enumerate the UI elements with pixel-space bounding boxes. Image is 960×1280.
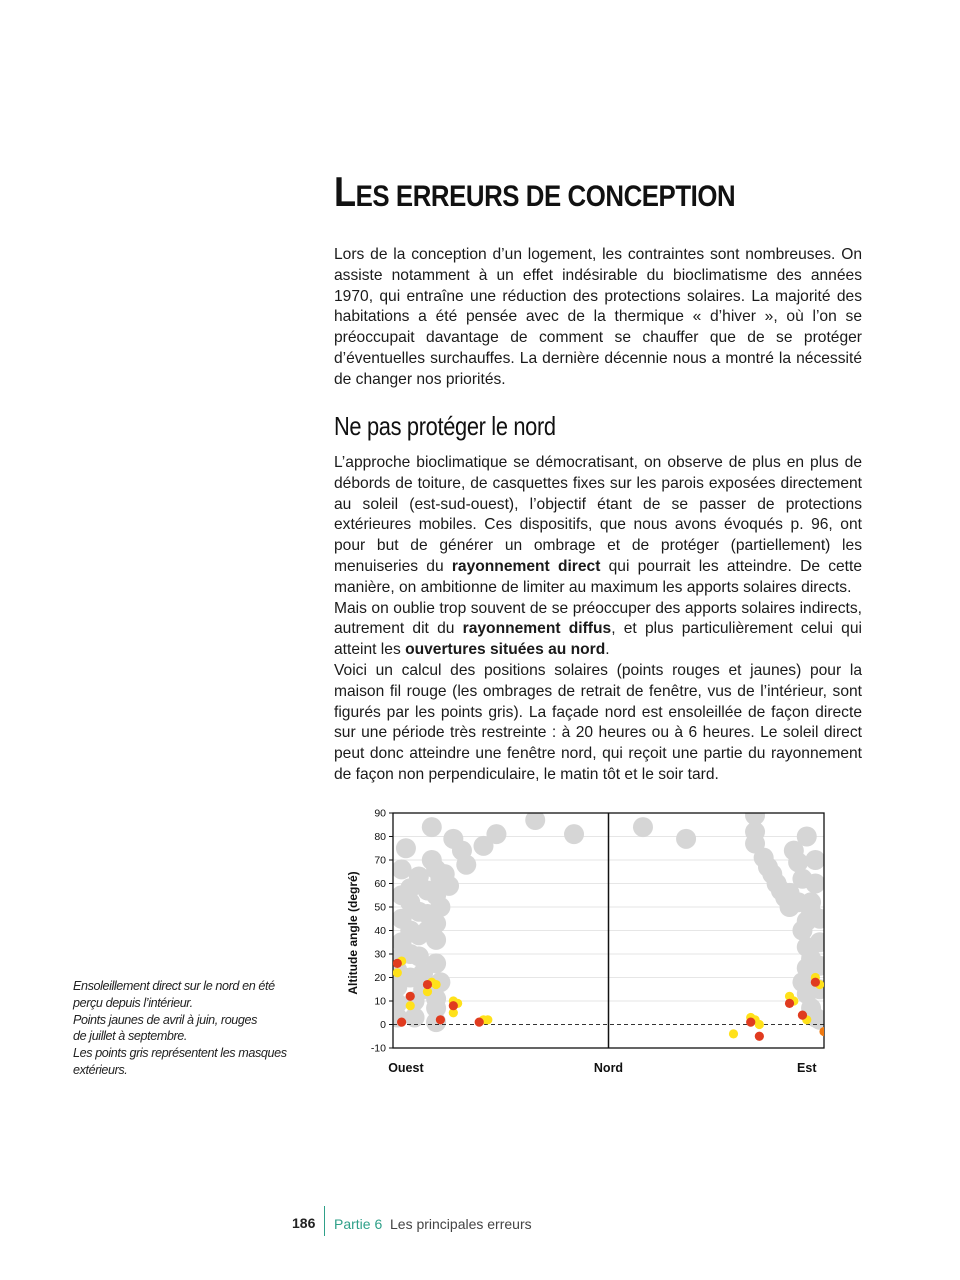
text-run: Mais on oublie trop souvent de se préoccuper des apports solaires indirects, autrement dit du	[334, 599, 862, 638]
mask-point	[426, 913, 446, 933]
paragraph-calculation: Voici un calcul des positions solaires (points rouges et jaunes) pour la maison fil rouge (les ombrages de retrait de fenêtre, vus de l’intérieur, sont figurés par les points gris). La façade nord est ensoleillée de façon directe sur une période très restreinte : à 20 heures ou à 6 heures. Le soleil direct peut donc atteindre une fenêtre nord, qui reçoit une partie du rayonnement de façon non perpendiculaire, le matin tôt et le soir tard.	[334, 661, 862, 783]
mask-point	[801, 902, 821, 922]
footer-divider	[324, 1206, 325, 1236]
sun-point-red	[406, 992, 415, 1001]
mask-point	[392, 859, 412, 879]
title-initial: L	[334, 168, 356, 215]
mask-point	[780, 883, 800, 903]
section-body	[334, 453, 862, 786]
y-tick-label: 30	[374, 948, 386, 961]
sun-point-yellow	[483, 1015, 492, 1024]
sun-point-red	[436, 1015, 445, 1024]
sun-point-red	[785, 999, 794, 1008]
sun-point-red	[475, 1018, 484, 1027]
chart-svg	[340, 800, 840, 1090]
y-tick-label: 90	[374, 807, 386, 820]
sun-point-yellow	[729, 1029, 738, 1038]
mask-point	[810, 932, 830, 952]
sun-points-layer	[393, 956, 829, 1040]
page-number: 186	[292, 1215, 316, 1231]
mask-point	[805, 874, 825, 894]
y-tick-label: 40	[374, 925, 386, 937]
mask-point	[456, 855, 476, 875]
text-run: qui pourrait les atteindre. De cette manière, on ambitionne de limiter au maximum les apports solaires directs.	[334, 557, 863, 596]
sun-point-red	[746, 1018, 755, 1027]
caption-line: de juillet à septembre.	[73, 1029, 188, 1044]
y-tick-label: 50	[374, 901, 386, 914]
paragraph-approach	[334, 453, 862, 599]
caption-line: perçu depuis l’intérieur.	[73, 995, 193, 1010]
mask-point	[810, 956, 830, 976]
part-label: Partie 6	[334, 1216, 383, 1232]
mask-point	[426, 953, 446, 973]
mask-point	[486, 824, 506, 844]
mask-point	[564, 824, 584, 844]
sun-point-yellow	[432, 980, 441, 989]
sun-point-red	[755, 1032, 764, 1041]
mask-point	[426, 883, 446, 903]
sun-point-red	[397, 1018, 406, 1027]
solar-position-chart	[340, 800, 840, 1090]
sun-point-yellow	[406, 1001, 415, 1010]
mask-point	[805, 850, 825, 870]
caption-line: Points jaunes de avril à juin, rouges	[73, 1012, 258, 1027]
sun-point-red	[449, 1001, 458, 1010]
mask-point	[676, 829, 696, 849]
caption-line: Les points gris représentent les masques	[73, 1046, 287, 1061]
y-tick-label: 10	[374, 995, 386, 1008]
mask-point	[633, 817, 653, 837]
caption-line: Ensoleillement direct sur le nord en été	[73, 979, 275, 993]
sun-point-red	[423, 980, 432, 989]
mask-point	[810, 1010, 830, 1030]
bold-term: rayonnement diffus	[462, 620, 612, 638]
y-tick-label: 20	[374, 972, 386, 984]
y-tick-label: 0	[380, 1019, 386, 1031]
sun-point-red	[798, 1011, 807, 1020]
text-run: L’approche bioclimatique se démocratisant, on observe de plus en plus de débords de toiture, de casquettes fixes sur les parois exposées directement au soleil (est-sud-ouest), l’objectif étant de se passer de protections extérieures mobiles. Ces dispositifs, que nous avons évoqués p. 96, ont pour but de générer un ombrage et de protéger (partiellement) les menuiseries du	[334, 454, 862, 575]
x-tick-label: Ouest	[388, 1061, 424, 1075]
bold-term: rayonnement direct	[451, 557, 601, 575]
page-title	[334, 168, 816, 216]
y-tick-label: 60	[374, 878, 386, 890]
y-tick-label: 80	[374, 831, 386, 843]
caption-line: extérieurs.	[73, 1062, 128, 1077]
y-tick-label: -10	[370, 1042, 386, 1055]
section-heading: Ne pas protéger le nord	[334, 411, 556, 441]
y-axis-label: Altitude angle (degré)	[346, 871, 360, 995]
sun-point-orange	[819, 1027, 828, 1036]
intro-paragraph: Lors de la conception d’un logement, les contraintes sont nombreuses. On assiste notamment à un effet indésirable du bioclimatisme des années 1970, qui entraîne une réduction des protections solaires. La majorité des habitations a été pensée avec de la thermique « d’hiver », où l’on se préoccupait davantage de comment se chauffer que de se protéger d’éventuelles surchauffes. La dernière décennie nous a montré la nécessité de changer nos priorités.	[334, 246, 862, 388]
mask-point	[797, 827, 817, 847]
text-run: .	[605, 641, 610, 659]
figure-caption	[73, 978, 313, 1079]
sun-point-red	[393, 959, 402, 968]
mask-point	[422, 817, 442, 837]
bold-term: ouvertures situées au nord	[405, 641, 606, 659]
x-tick-label: Nord	[593, 1061, 624, 1075]
y-tick-label: 70	[374, 854, 386, 867]
sun-point-yellow	[755, 1020, 764, 1029]
title-rest: ES ERREURS DE CONCEPTION	[355, 180, 736, 213]
paragraph-diffuse	[334, 599, 862, 661]
mask-point	[396, 838, 416, 858]
text-run: , et plus particulièrement celui qui atteint les	[334, 620, 862, 659]
sun-point-red	[811, 978, 820, 987]
x-tick-label: Est	[797, 1061, 817, 1075]
section-label: Les principales erreurs	[390, 1216, 532, 1232]
sun-point-yellow	[393, 968, 402, 977]
